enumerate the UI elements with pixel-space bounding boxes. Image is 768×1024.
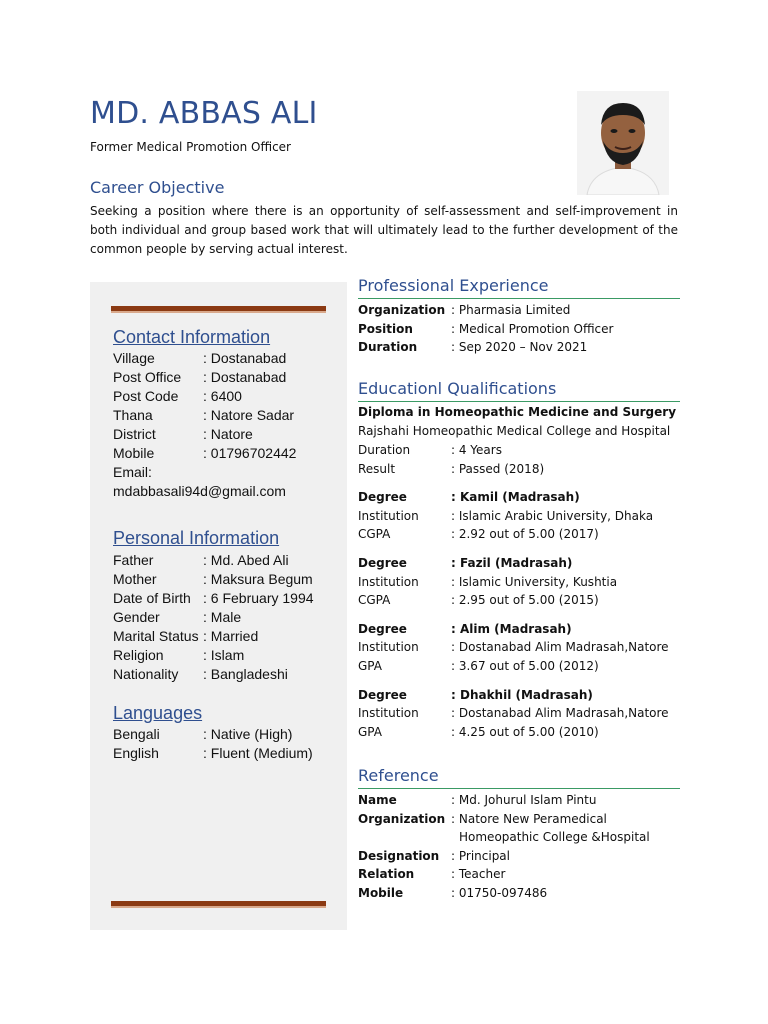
grade-row	[358, 525, 680, 544]
value: : Dhakhil (Madrasah)	[451, 687, 593, 702]
reference-row	[358, 828, 680, 847]
label: Date of Birth	[113, 590, 191, 606]
label	[358, 828, 451, 847]
sidebar-bottom-divider	[111, 901, 326, 908]
grade-row	[358, 723, 680, 742]
diploma-row	[358, 460, 680, 479]
value: : Natore	[203, 426, 253, 442]
contact-row	[113, 387, 338, 406]
label: Mother	[113, 571, 157, 587]
education-list	[358, 403, 680, 741]
value: : Md. Johurul Islam Pintu	[451, 793, 597, 807]
reference-list	[358, 791, 680, 903]
contact-row	[113, 349, 338, 368]
label: Institution	[358, 574, 419, 589]
label: Bengali	[113, 726, 160, 742]
value: : Kamil (Madrasah)	[451, 490, 580, 505]
contact-row	[113, 425, 338, 444]
personal-row	[113, 589, 338, 608]
value: : 4.25 out of 5.00 (2010)	[451, 724, 599, 739]
value: : Male	[203, 609, 242, 625]
diploma-institution: Rajshahi Homeopathic Medical College and Hospital	[358, 424, 671, 438]
sidebar	[90, 282, 347, 930]
value: : Teacher	[451, 867, 506, 882]
personal-row	[113, 551, 338, 570]
reference-row	[358, 865, 680, 884]
grade-row	[358, 591, 680, 610]
reference-row	[358, 847, 680, 866]
value: : Fazil (Madrasah)	[451, 555, 573, 570]
language-row	[113, 744, 338, 763]
label: Gender	[113, 609, 160, 625]
label: GPA	[358, 724, 382, 739]
label: Position	[358, 321, 413, 336]
experience-row	[358, 338, 680, 357]
experience-row	[358, 301, 680, 320]
reference-row	[358, 791, 680, 810]
value: : 2.92 out of 5.00 (2017)	[451, 527, 599, 542]
label: Designation	[358, 848, 440, 863]
value: : Md. Abed Ali	[203, 552, 289, 568]
value: : Dostanabad Alim Madrasah,Natore	[451, 706, 669, 721]
value: : Dostanabad	[203, 350, 287, 366]
label: GPA	[358, 658, 382, 673]
degree-row	[358, 620, 680, 639]
contact-row	[113, 444, 338, 463]
value: : 4 Years	[451, 443, 502, 457]
label: Marital Status	[113, 628, 199, 644]
label: Degree	[358, 621, 407, 636]
label: Post Office	[113, 369, 182, 385]
label: Degree	[358, 687, 407, 702]
language-row	[113, 725, 338, 744]
value: Homeopathic College &Hospital	[459, 830, 650, 845]
email-label: Email:	[113, 464, 152, 480]
value: : Maksura Begum	[203, 571, 313, 587]
degree-row	[358, 488, 680, 507]
value: : Islam	[203, 647, 245, 663]
value: : Natore Sadar	[203, 407, 295, 423]
value: : 3.67 out of 5.00 (2012)	[451, 658, 599, 673]
education-heading: Educationl Qualifications	[358, 379, 680, 402]
label: CGPA	[358, 593, 391, 608]
label: Thana	[113, 407, 153, 423]
email-link[interactable]: mdabbasali94d@gmail.com	[113, 483, 286, 499]
personal-heading: Personal Information	[113, 528, 280, 548]
career-objective-text: Seeking a position where there is an opportunity of self-assessment and self-improvement in both individual and group based work that will ultimately lead to the further development of the common people by serving actual interest.	[90, 204, 678, 256]
languages-heading: Languages	[113, 703, 203, 723]
personal-row	[113, 570, 338, 589]
label: Mobile	[358, 885, 404, 900]
profile-photo	[577, 91, 669, 195]
personal-row	[113, 608, 338, 627]
reference-row	[358, 810, 680, 829]
sidebar-top-divider	[111, 306, 326, 313]
personal-row	[113, 665, 338, 684]
label: Degree	[358, 555, 407, 570]
label: English	[113, 745, 159, 761]
value: : 6400	[203, 388, 242, 404]
institution-row	[358, 704, 680, 723]
label: Result	[358, 461, 396, 476]
experience-row	[358, 320, 680, 339]
institution-row	[358, 507, 680, 526]
contact-row	[113, 406, 338, 425]
label: Village	[113, 350, 155, 366]
institution-row	[358, 573, 680, 592]
label: Duration	[358, 443, 411, 457]
value: : Alim (Madrasah)	[451, 621, 572, 636]
label: Religion	[113, 647, 164, 663]
education-section	[358, 379, 680, 741]
contact-heading: Contact Information	[113, 327, 271, 347]
career-objective-heading: Career Objective	[90, 178, 225, 197]
personal-list	[113, 551, 338, 684]
contact-row	[113, 368, 338, 387]
value: : 2.95 out of 5.00 (2015)	[451, 593, 599, 608]
diploma-title: Diploma in Homeopathic Medicine and Surgery	[358, 405, 677, 419]
value: : 6 February 1994	[203, 590, 314, 606]
label: Father	[113, 552, 154, 568]
person-name: MD. ABBAS ALI	[90, 96, 318, 131]
value: : Dostanabad	[203, 369, 287, 385]
contact-list	[113, 349, 338, 501]
label: Organization	[358, 303, 446, 317]
experience-list	[358, 301, 680, 357]
value: : Sep 2020 – Nov 2021	[451, 340, 588, 355]
value: : Medical Promotion Officer	[451, 321, 614, 336]
value: : Fluent (Medium)	[203, 745, 313, 761]
reference-row	[358, 884, 680, 903]
languages-list	[113, 725, 338, 763]
value: : Pharmasia Limited	[451, 303, 571, 317]
value: : Passed (2018)	[451, 461, 545, 476]
grade-row	[358, 657, 680, 676]
value: : Natore New Peramedical	[451, 811, 607, 826]
value: : Principal	[451, 848, 510, 863]
value: : Islamic University, Kushtia	[451, 574, 618, 589]
value: : Married	[203, 628, 259, 644]
degree-row	[358, 554, 680, 573]
degree-row	[358, 686, 680, 705]
label: District	[113, 426, 156, 442]
label: Duration	[358, 340, 418, 355]
value: : Dostanabad Alim Madrasah,Natore	[451, 640, 669, 655]
diploma-row	[358, 441, 680, 460]
reference-section	[358, 766, 680, 903]
label: Nationality	[113, 666, 179, 682]
value: : Islamic Arabic University, Dhaka	[451, 508, 654, 523]
institution-row	[358, 638, 680, 657]
label: Organization	[358, 811, 446, 826]
label: CGPA	[358, 527, 391, 542]
label: Relation	[358, 867, 415, 882]
label: Post Code	[113, 388, 179, 404]
experience-section	[358, 276, 680, 357]
personal-row	[113, 646, 338, 665]
person-title: Former Medical Promotion Officer	[90, 140, 291, 154]
label: Institution	[358, 706, 419, 721]
reference-heading: Reference	[358, 766, 680, 789]
label: Degree	[358, 490, 407, 505]
value: : Native (High)	[203, 726, 293, 742]
label: Mobile	[113, 445, 155, 461]
value: : 01796702442	[203, 445, 297, 461]
value: : Bangladeshi	[203, 666, 288, 682]
label: Institution	[358, 508, 419, 523]
experience-heading: Professional Experience	[358, 276, 680, 299]
value: : 01750-097486	[451, 885, 548, 900]
personal-row	[113, 627, 338, 646]
label: Name	[358, 793, 397, 807]
label: Institution	[358, 640, 419, 655]
